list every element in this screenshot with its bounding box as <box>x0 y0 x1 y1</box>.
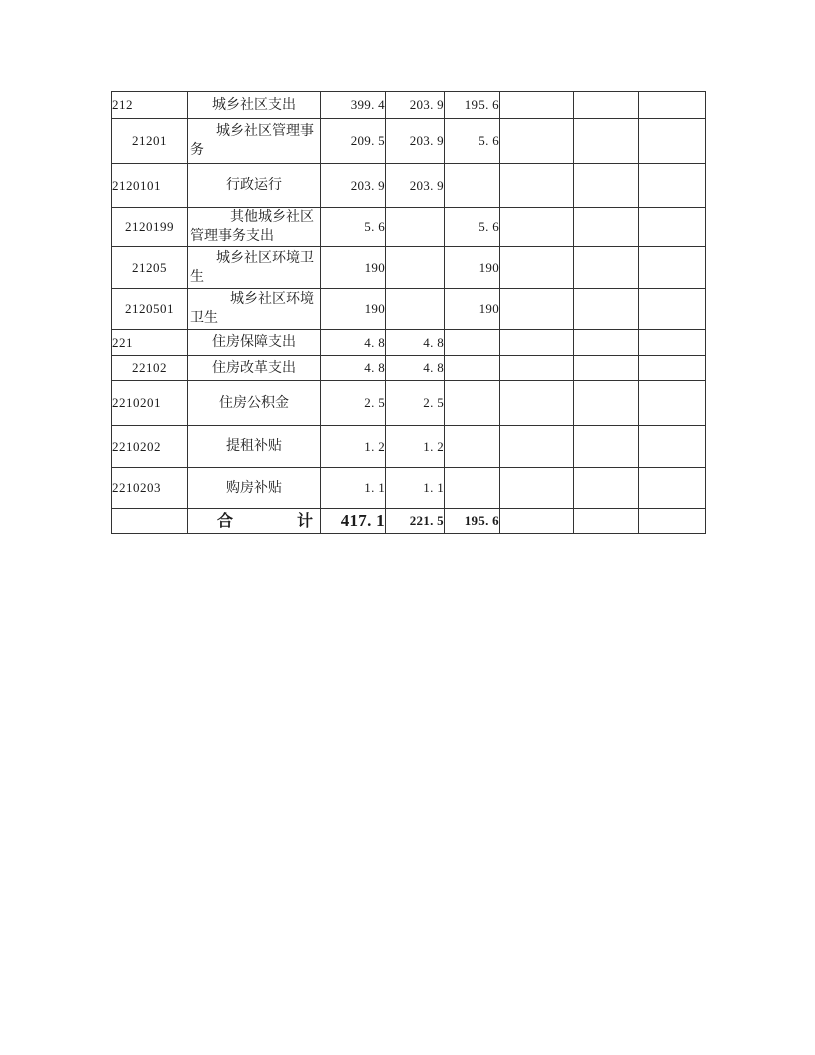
blank-cell <box>639 247 706 289</box>
item-name-line1: 城乡社区管理事 <box>216 124 314 139</box>
total-row <box>112 509 706 534</box>
value2-cell: 4. 8 <box>386 356 445 381</box>
total-label <box>188 512 320 531</box>
blank-cell <box>574 356 639 381</box>
blank-cell <box>639 381 706 426</box>
blank-cell <box>574 208 639 247</box>
blank-cell <box>500 468 574 509</box>
blank-cell <box>500 381 574 426</box>
item-name-line1: 其他城乡社区 <box>230 210 314 225</box>
item-name-cell: 住房改革支出 <box>188 356 321 381</box>
value2-cell: 203. 9 <box>386 164 445 208</box>
blank-cell <box>639 119 706 164</box>
table-row <box>112 381 706 426</box>
value1-cell: 4. 8 <box>321 356 386 381</box>
code-cell: 22102 <box>112 356 188 381</box>
code-cell: 2210202 <box>112 426 188 468</box>
blank-cell <box>639 509 706 534</box>
table-row <box>112 468 706 509</box>
code-cell: 212 <box>112 92 188 119</box>
code-cell: 2210203 <box>112 468 188 509</box>
budget-table <box>111 91 706 534</box>
table-row <box>112 164 706 208</box>
value3-cell: 190 <box>445 289 500 330</box>
table-row <box>112 119 706 164</box>
value2-cell: 2. 5 <box>386 381 445 426</box>
code-cell: 2120101 <box>112 164 188 208</box>
table-row <box>112 356 706 381</box>
item-name-cell <box>188 289 321 330</box>
item-name-cell <box>188 247 321 289</box>
blank-cell <box>500 330 574 356</box>
value3-cell: 5. 6 <box>445 119 500 164</box>
blank-cell <box>639 208 706 247</box>
item-name-cell: 行政运行 <box>188 164 321 208</box>
table-row <box>112 330 706 356</box>
blank-cell <box>639 426 706 468</box>
blank-cell <box>500 119 574 164</box>
value2-cell <box>386 247 445 289</box>
value2-cell <box>386 289 445 330</box>
table-row <box>112 247 706 289</box>
blank-cell <box>639 92 706 119</box>
value3-cell <box>445 468 500 509</box>
blank-cell <box>574 509 639 534</box>
value1-cell: 190 <box>321 247 386 289</box>
value1-cell: 209. 5 <box>321 119 386 164</box>
item-name-cell: 住房公积金 <box>188 381 321 426</box>
blank-cell <box>574 247 639 289</box>
blank-cell <box>500 208 574 247</box>
blank-cell <box>574 330 639 356</box>
item-name-cell: 城乡社区支出 <box>188 92 321 119</box>
value1-cell: 4. 8 <box>321 330 386 356</box>
item-name-line2: 卫生 <box>190 311 218 326</box>
value2-cell <box>386 208 445 247</box>
item-name-cell: 住房保障支出 <box>188 330 321 356</box>
item-name-line2: 务 <box>190 143 204 158</box>
value3-cell: 195. 6 <box>445 509 500 534</box>
value1-cell: 203. 9 <box>321 164 386 208</box>
code-cell: 2120199 <box>112 208 188 247</box>
blank-cell <box>500 356 574 381</box>
value3-cell <box>445 356 500 381</box>
blank-cell <box>500 426 574 468</box>
blank-cell <box>574 92 639 119</box>
blank-cell <box>574 119 639 164</box>
item-name-cell: 提租补贴 <box>188 426 321 468</box>
value3-cell <box>445 164 500 208</box>
item-name-cell <box>188 119 321 164</box>
item-name-line2: 管理事务支出 <box>190 229 274 244</box>
value1-cell: 1. 2 <box>321 426 386 468</box>
table-row <box>112 208 706 247</box>
value2-cell: 1. 2 <box>386 426 445 468</box>
blank-cell <box>639 356 706 381</box>
value1-cell: 417. 1 <box>321 509 386 534</box>
value2-cell: 1. 1 <box>386 468 445 509</box>
value3-cell <box>445 426 500 468</box>
blank-cell <box>500 509 574 534</box>
value2-cell: 203. 9 <box>386 119 445 164</box>
value3-cell: 190 <box>445 247 500 289</box>
value3-cell <box>445 381 500 426</box>
blank-cell <box>574 289 639 330</box>
code-cell: 221 <box>112 330 188 356</box>
value3-cell: 5. 6 <box>445 208 500 247</box>
blank-cell <box>639 330 706 356</box>
total-label-cell <box>188 509 321 534</box>
code-cell <box>112 509 188 534</box>
blank-cell <box>500 92 574 119</box>
item-name-cell: 购房补贴 <box>188 468 321 509</box>
total-label-char2: 计 <box>296 512 313 530</box>
value2-cell: 4. 8 <box>386 330 445 356</box>
value1-cell: 2. 5 <box>321 381 386 426</box>
value1-cell: 399. 4 <box>321 92 386 119</box>
code-cell: 21201 <box>112 119 188 164</box>
item-name-line2: 生 <box>190 269 204 285</box>
value3-cell: 195. 6 <box>445 92 500 119</box>
item-name-line1: 城乡社区环境卫 <box>216 250 314 266</box>
item-name-cell <box>188 208 321 247</box>
value1-cell: 1. 1 <box>321 468 386 509</box>
blank-cell <box>574 381 639 426</box>
blank-cell <box>574 164 639 208</box>
blank-cell <box>500 289 574 330</box>
blank-cell <box>639 468 706 509</box>
table-row <box>112 92 706 119</box>
blank-cell <box>574 468 639 509</box>
blank-cell <box>500 164 574 208</box>
value2-cell: 221. 5 <box>386 509 445 534</box>
total-label-char1: 合 <box>217 512 234 530</box>
code-cell: 21205 <box>112 247 188 289</box>
blank-cell <box>500 247 574 289</box>
code-cell: 2120501 <box>112 289 188 330</box>
value1-cell: 190 <box>321 289 386 330</box>
value1-cell: 5. 6 <box>321 208 386 247</box>
item-name-line1: 城乡社区环境 <box>230 292 314 307</box>
value2-cell: 203. 9 <box>386 92 445 119</box>
table-row <box>112 289 706 330</box>
code-cell: 2210201 <box>112 381 188 426</box>
blank-cell <box>639 164 706 208</box>
blank-cell <box>574 426 639 468</box>
table-row <box>112 426 706 468</box>
value3-cell <box>445 330 500 356</box>
blank-cell <box>639 289 706 330</box>
